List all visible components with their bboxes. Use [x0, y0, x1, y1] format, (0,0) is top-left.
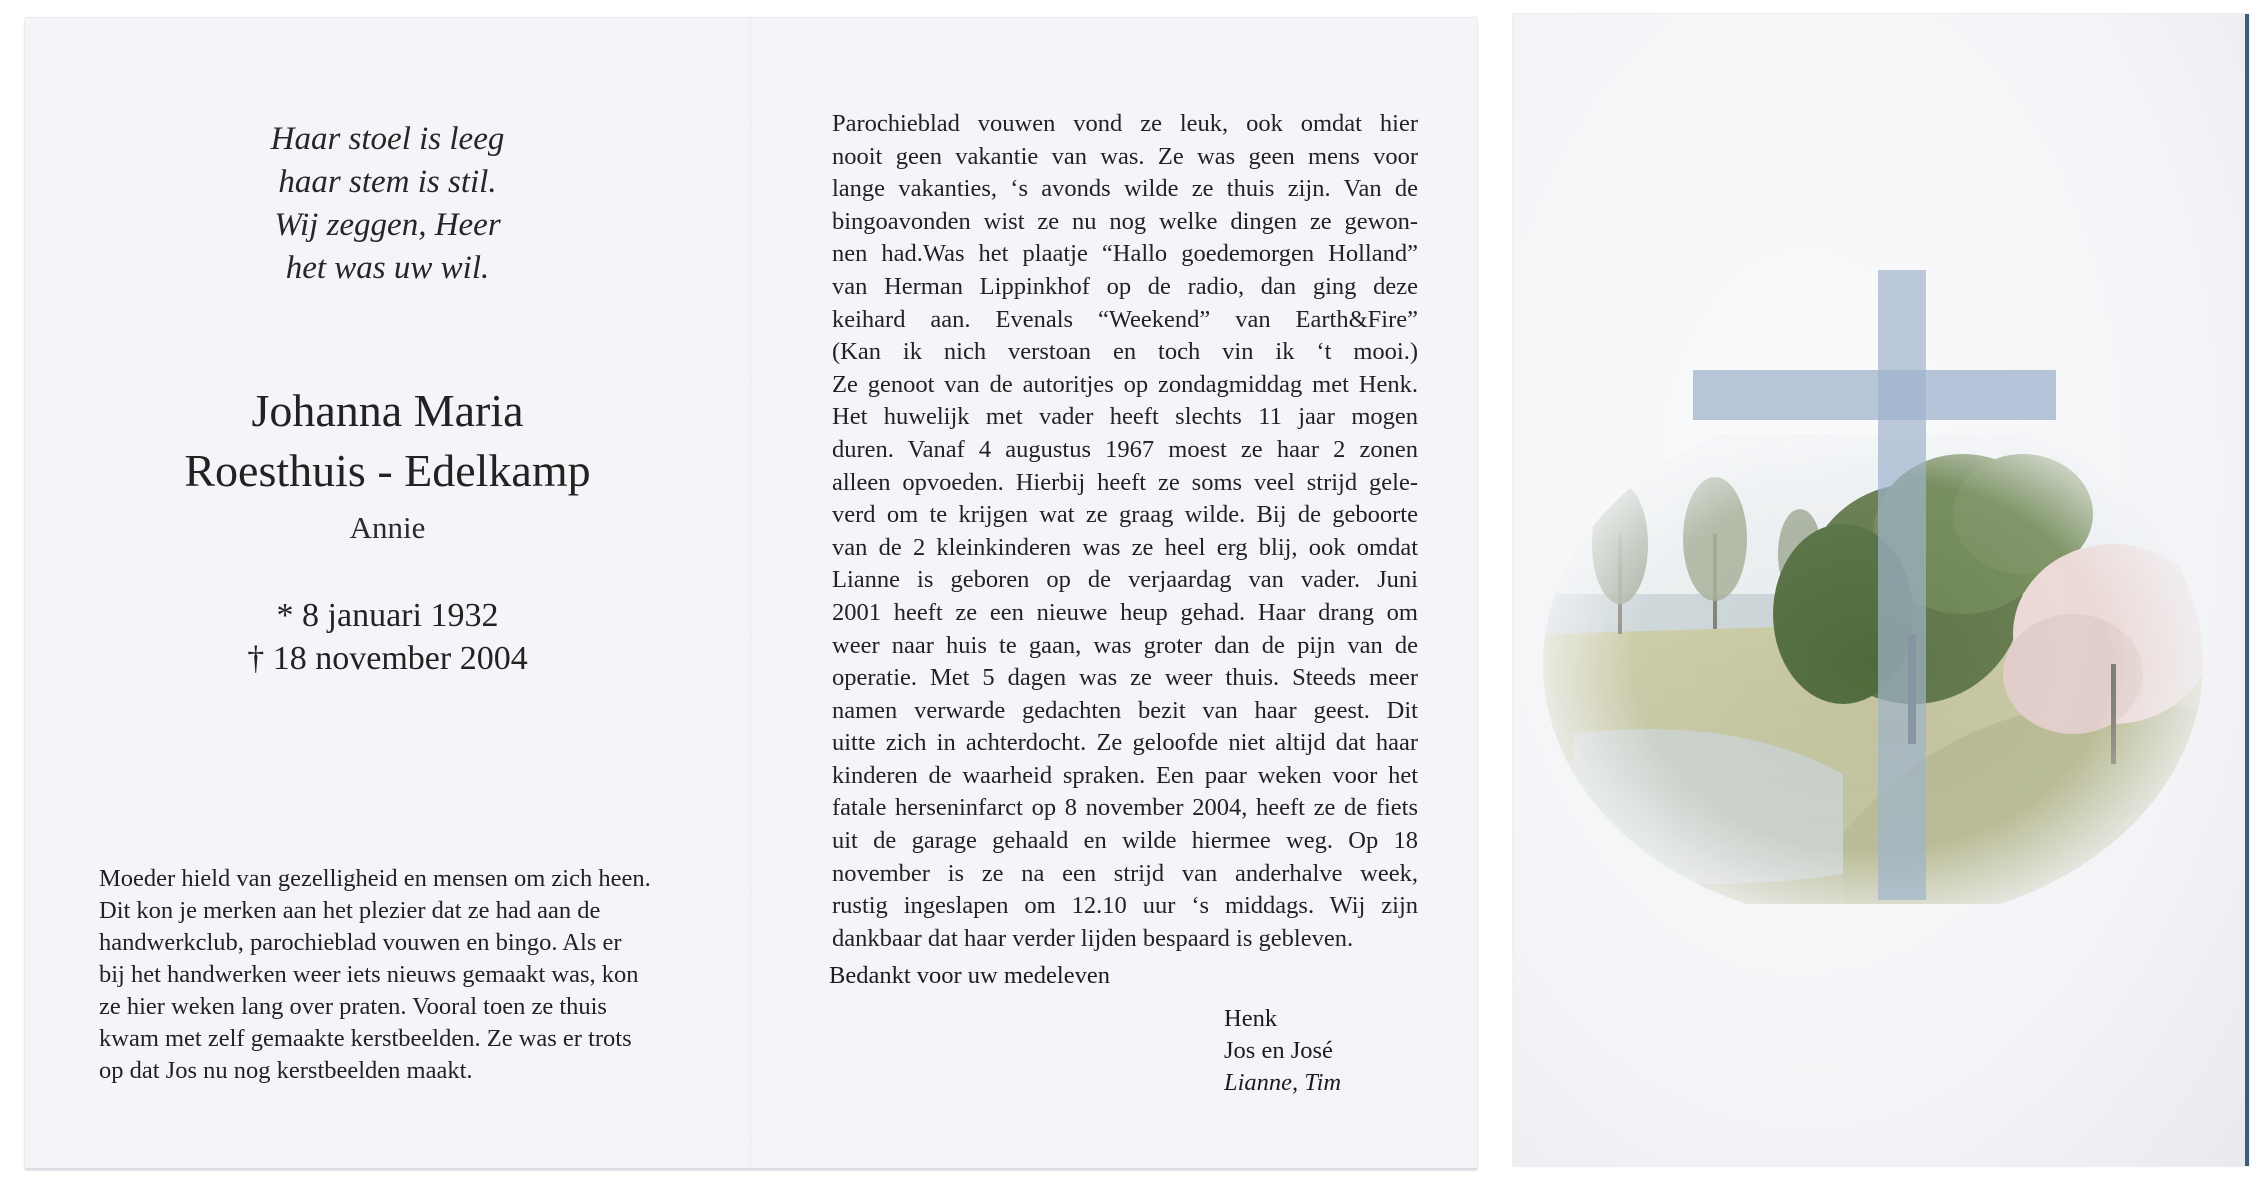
signoff-name: Jos en José: [1224, 1037, 1333, 1064]
story-line: keihard aan. Evenals “Weekend” van Earth&Fire”: [832, 305, 1418, 333]
story-line: nen had.Was het plaatje “Hallo goedemorgen Holland”: [832, 240, 1418, 268]
left-panel: [25, 18, 750, 1168]
bio-line: bij het handwerken weer iets nieuws gemaakt was, kon: [99, 961, 639, 988]
story-line: fatale herseninfarct op 8 november 2004, heeft ze de fiets: [832, 794, 1418, 822]
death-date: † 18 november 2004: [247, 640, 528, 677]
story-line: nooit geen vakantie van was. Ze was geen mens voor: [832, 142, 1418, 170]
story-line: van Herman Lippinkhof op de radio, dan ging deze: [832, 272, 1418, 300]
story-line: Lianne is geboren op de verjaardag van vader. Juni: [832, 566, 1418, 594]
family-signoff: [1224, 1003, 1341, 1099]
story-line: van de 2 kleinkinderen was ze heel erg blij, ook omdat: [832, 533, 1418, 561]
story-line: bingoavonden wist ze nu nog welke dingen ze gewon-: [832, 207, 1418, 235]
landscape-cross-image: [1513, 14, 2245, 1166]
signoff-name: Henk: [1224, 1005, 1278, 1032]
life-dates: [25, 594, 750, 680]
bio-line: handwerkclub, parochieblad vouwen en bingo. Als er: [99, 929, 622, 956]
poem-line: het was uw wil.: [285, 250, 490, 286]
deceased-name: [25, 381, 750, 551]
story-line: lange vakanties, ‘s avonds wilde ze thuis zijn. Van de: [832, 175, 1418, 203]
poem-line: haar stem is stil.: [278, 164, 497, 200]
poem-line: Wij zeggen, Heer: [274, 207, 501, 243]
name-line-2: Roesthuis - Edelkamp: [184, 445, 591, 496]
story-line: Het huwelijk met vader heeft slechts 11 jaar mogen: [832, 403, 1418, 431]
nickname: Annie: [349, 510, 426, 545]
story-line: 2001 heeft ze een nieuwe heup gehad. Haar drang om: [832, 598, 1418, 626]
story-line: Ze genoot van de autoritjes op zondagmiddag met Henk.: [832, 370, 1418, 398]
story-line: verd om te krijgen wat ze graag wilde. Bij de geboorte: [832, 501, 1418, 529]
story-line: rustig ingeslapen om 12.10 uur ‘s middags. Wij zijn: [832, 892, 1418, 920]
story-line: operatie. Met 5 dagen was ze weer thuis. Steeds meer: [832, 664, 1418, 692]
story-paragraph: [832, 108, 1418, 955]
bio-line: Dit kon je merken aan het plezier dat ze had aan de: [99, 897, 601, 924]
bio-line: kwam met zelf gemaakte kerstbeelden. Ze was er trots: [99, 1025, 632, 1052]
memorial-card-inside: [25, 18, 1477, 1170]
bio-line: op dat Jos nu nog kerstbeelden maakt.: [99, 1057, 473, 1084]
story-line: uitte zich in achterdocht. Ze geloofde niet altijd dat haar: [832, 729, 1418, 757]
middle-panel: [752, 18, 1477, 1168]
story-line: (Kan ik nich verstoan en toch vin ik ‘t mooi.): [832, 338, 1418, 366]
memorial-card-front: [1513, 14, 2249, 1166]
thanks-line: Bedankt voor uw medeleven: [829, 962, 1110, 989]
story-line: kinderen de waarheid spraken. Een paar weken voor het: [832, 761, 1418, 789]
story-line: Parochieblad vouwen vond ze leuk, ook omdat hier: [832, 110, 1418, 137]
story-line: november is ze na een strijd van anderhalve week,: [832, 859, 1418, 887]
story-line: namen verwarde gedachten bezit van haar geest. Dit: [832, 696, 1418, 724]
poem-line: Haar stoel is leeg: [270, 121, 505, 157]
poem: [25, 118, 750, 290]
story-line: weer naar huis te gaan, was groter dan de pijn van de: [832, 631, 1418, 659]
story-line: uit de garage gehaald en wilde hiermee weg. Op 18: [832, 827, 1418, 855]
biography-paragraph: [99, 863, 651, 1087]
story-line: dankbaar dat haar verder lijden bespaard is gebleven.: [832, 924, 1354, 952]
birth-date: * 8 januari 1932: [276, 597, 499, 634]
bio-line: ze hier weken lang over praten. Vooral toen ze thuis: [99, 993, 607, 1020]
bio-line: Moeder hield van gezelligheid en mensen om zich heen.: [99, 865, 651, 892]
story-line: alleen opvoeden. Hierbij heeft ze soms veel strijd gele-: [832, 468, 1418, 496]
name-line-1: Johanna Maria: [251, 385, 524, 436]
signoff-name: Lianne, Tim: [1224, 1069, 1342, 1096]
story-line: duren. Vanaf 4 augustus 1967 moest ze haar 2 zonen: [832, 435, 1418, 463]
